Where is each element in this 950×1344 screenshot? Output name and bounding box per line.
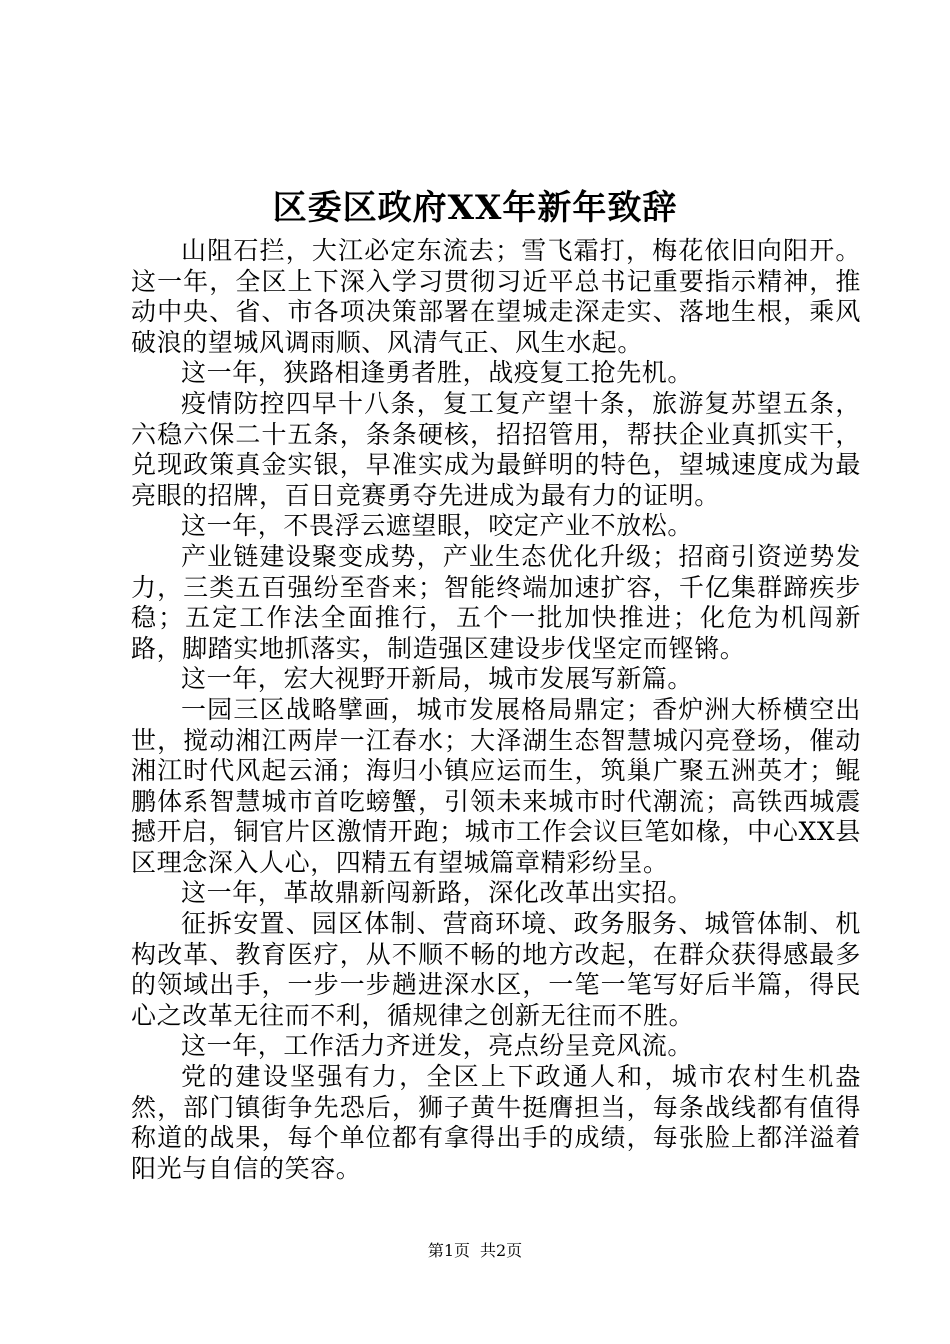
document-title: 区委区政府XX年新年致辞 xyxy=(272,188,678,228)
paragraph: 这一年，工作活力齐迸发，亮点纷呈竞风流。 xyxy=(181,1031,694,1061)
paragraph: 这一年，狭路相逢勇者胜，战疫复工抢先机。 xyxy=(181,358,694,388)
paragraph: 疫情防控四早十八条，复工复产望十条，旅游复苏望五条，六稳六保二十五条，条条硬核，招招管用，帮扶企业真抓实干，兑现政策真金实银，早准实成为最鲜明的特色，望城速度成为最亮眼的招牌，百日竞赛勇夺先进成为最有力的证明。 xyxy=(131,388,861,510)
page-footer xyxy=(0,1240,950,1262)
paragraph: 这一年，不畏浮云遮望眼，咬定产业不放松。 xyxy=(181,511,694,541)
paragraph: 征拆安置、园区体制、营商环境、政务服务、城管体制、机构改革、教育医疗，从不顺不畅的地方改起，在群众获得感最多的领域出手，一步一步趟进深水区，一笔一笔写好后半篇，得民心之改革无往而不利，循规律之创新无往而不胜。 xyxy=(131,909,861,1030)
paragraph: 这一年，宏大视野开新局，城市发展写新篇。 xyxy=(181,664,694,694)
page-number: 第1页 xyxy=(427,1241,470,1260)
document-body xyxy=(131,236,861,1184)
paragraph: 这一年，革故鼎新闯新路，深化改革出实招。 xyxy=(181,878,694,908)
paragraph: 一园三区战略擘画，城市发展格局鼎定；香炉洲大桥横空出世，搅动湘江两岸一江春水；大泽湖生态智慧城闪亮登场，催动湘江时代风起云涌；海归小镇应运而生，筑巢广聚五洲英才；鲲鹏体系智慧城市首吃螃蟹，引领未来城市时代潮流；高铁西城震撼开启，铜官片区激情开跑；城市工作会议巨笔如椽，中心XX县区理念深入人心，四精五有望城篇章精彩纷呈。 xyxy=(131,694,861,877)
paragraph: 山阻石拦，大江必定东流去；雪飞霜打，梅花依旧向阳开。这一年，全区上下深入学习贯彻习近平总书记重要指示精神，推动中央、省、市各项决策部署在望城走深走实、落地生根，乘风破浪的望城风调雨顺、风清气正、风生水起。 xyxy=(131,236,861,357)
paragraph: 产业链建设聚变成势，产业生态优化升级；招商引资逆势发力，三类五百强纷至沓来；智能终端加速扩容，千亿集群蹄疾步稳；五定工作法全面推行，五个一批加快推进；化危为机闯新路，脚踏实地抓落实，制造强区建设步伐坚定而铿锵。 xyxy=(131,541,861,663)
paragraph: 党的建设坚强有力，全区上下政通人和，城市农村生机盎然，部门镇街争先恐后，狮子黄牛挺膺担当，每条战线都有值得称道的战果，每个单位都有拿得出手的成绩，每张脸上都洋溢着阳光与自信的笑容。 xyxy=(131,1062,861,1183)
page-total: 共2页 xyxy=(480,1241,523,1260)
